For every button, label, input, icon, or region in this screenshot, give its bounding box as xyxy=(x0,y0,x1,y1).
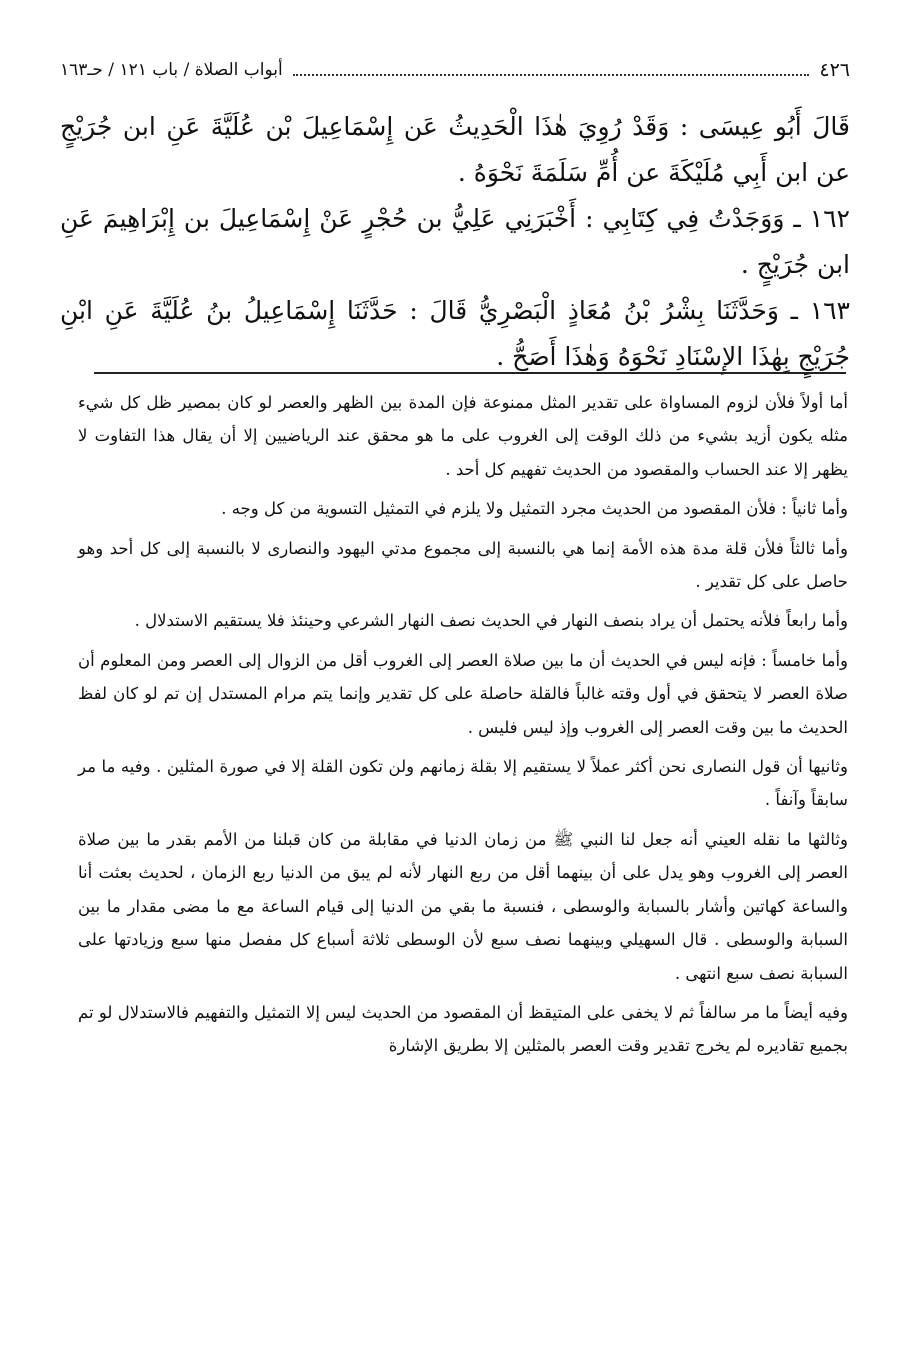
commentary-paragraph: وفيه أيضاً ما مر سالفاً ثم لا يخفى على المتيقظ أن المقصود من الحديث ليس إلا التمثيل والتفهيم فالاستدلال لو تم بجميع تقاديره لم يخرج تقدير وقت العصر بالمثلين إلا بطريق الإشارة xyxy=(78,1002,848,1056)
commentary-text xyxy=(78,386,848,1069)
commentary-paragraph: وأما خامساً : فإنه ليس في الحديث أن ما بين صلاة العصر إلى الغروب أقل من الزوال إلى العصر ومن المعلوم أن صلاة العصر لا يتحقق في أول وقته غالباً فالقلة حاصلة على كل تقدير وإنما يتم مرام المستدل إن تم لو كان لفظ الحديث ما بين وقت العصر إلى الغروب وإذ ليس فليس . xyxy=(78,650,848,737)
page-number: ٤٢٦ xyxy=(819,59,850,81)
commentary-paragraph: وأما ثالثاً فلأن قلة مدة هذه الأمة إنما هي بالنسبة إلى مجموع مدتي اليهود والنصارى لا بالنسبة إلى كل أحد وهو حاصل على كل تقدير . xyxy=(78,538,848,592)
hadith-paragraph: ١٦٢ ـ وَوَجَدْتُ فِي كِتَابِي : أَخْبَرَنِي عَلِيُّ بن حُجْرٍ عَنْ إِسْمَاعِيلَ بن إِبْرَاهِيمَ عَنِ ابن جُرَيْجٍ . xyxy=(60,204,850,279)
commentary-paragraph: وثانيها أن قول النصارى نحن أكثر عملاً لا يستقيم إلا بقلة زمانهم ولن تكون القلة إلا في صورة المثلين . وفيه ما مر سابقاً وآنفاً . xyxy=(78,757,848,810)
commentary-paragraph: وأما ثانياً : فلأن المقصود من الحديث مجرد التمثيل ولا يلزم في التمثيل التسوية من كل وجه . xyxy=(221,499,848,519)
running-title: أبواب الصلاة / باب ١٢١ / حـ١٦٣ xyxy=(60,60,283,80)
commentary-paragraph: أما أولاً فلأن لزوم المساواة على تقدير المثل ممنوعة فإن المدة بين الظهر والعصر لو كان بمصير ظل كل شيء مثله يكون أزيد بشيء من ذلك الوقت إلى الغروب على ما هو محقق عند الرياضيين إلا أن يقال هذا التفاوت لا يظهر إلا عند الحساب والمقصود من الحديث تفهيم كل أحد . xyxy=(78,393,848,479)
hadith-paragraph: ١٦٣ ـ وَحَدَّثَنَا بِشْرُ بْنُ مُعَاذٍ الْبَصْرِيُّ قَالَ : حَدَّثَنَا إِسْمَاعِيلُ بنُ عُلَيَّةَ عَنِ ابْنِ جُرَيْجٍ بِهٰذَا الإِسْنَادِ نَحْوَهُ وَهٰذَا أَصَحُّ . xyxy=(60,296,850,371)
hadith-paragraph: قَالَ أَبُو عِيسَى : وَقَدْ رُوِيَ هٰذَا الْحَدِيثُ عَن إِسْمَاعِيلَ بْن عُلَيَّةَ عَنِ ابن جُرَيْجٍ عن ابن أَبِي مُلَيْكَةَ عن أُمِّ سَلَمَةَ نَحْوَهُ . xyxy=(60,112,850,187)
commentary-paragraph: وثالثها ما نقله العيني أنه جعل لنا النبي ﷺ من زمان الدنيا في مقابلة من كان قبلنا من الأمم بقدر ما بين صلاة العصر إلى الغروب وهو يدل على أن بينهما أقل من ربع النهار لأنه لم يبق من الدنيا ربع الزمان ، لحديث بعثت أنا والساعة كهاتين وأشار بالسبابة والوسطى ، فنسبة ما بقي من الدنيا إلى قيام الساعة مع ما مضى مقدار ما بين السبابة والوسطى . قال السهيلي وبينهما نصف سبع لأن الوسطى ثلاثة أسباع كل مفصل منها سبع وزيادتها على السبابة نصف سبع انتهى . xyxy=(78,829,848,983)
commentary-paragraph: وأما رابعاً فلأنه يحتمل أن يراد بنصف النهار في الحديث نصف النهار الشرعي وحينئذ فلا يستقيم الاستدلال . xyxy=(134,611,848,631)
page-header xyxy=(60,56,850,84)
footnote-divider xyxy=(94,372,846,374)
hadith-text xyxy=(60,104,850,380)
header-dot-leader xyxy=(293,64,810,76)
